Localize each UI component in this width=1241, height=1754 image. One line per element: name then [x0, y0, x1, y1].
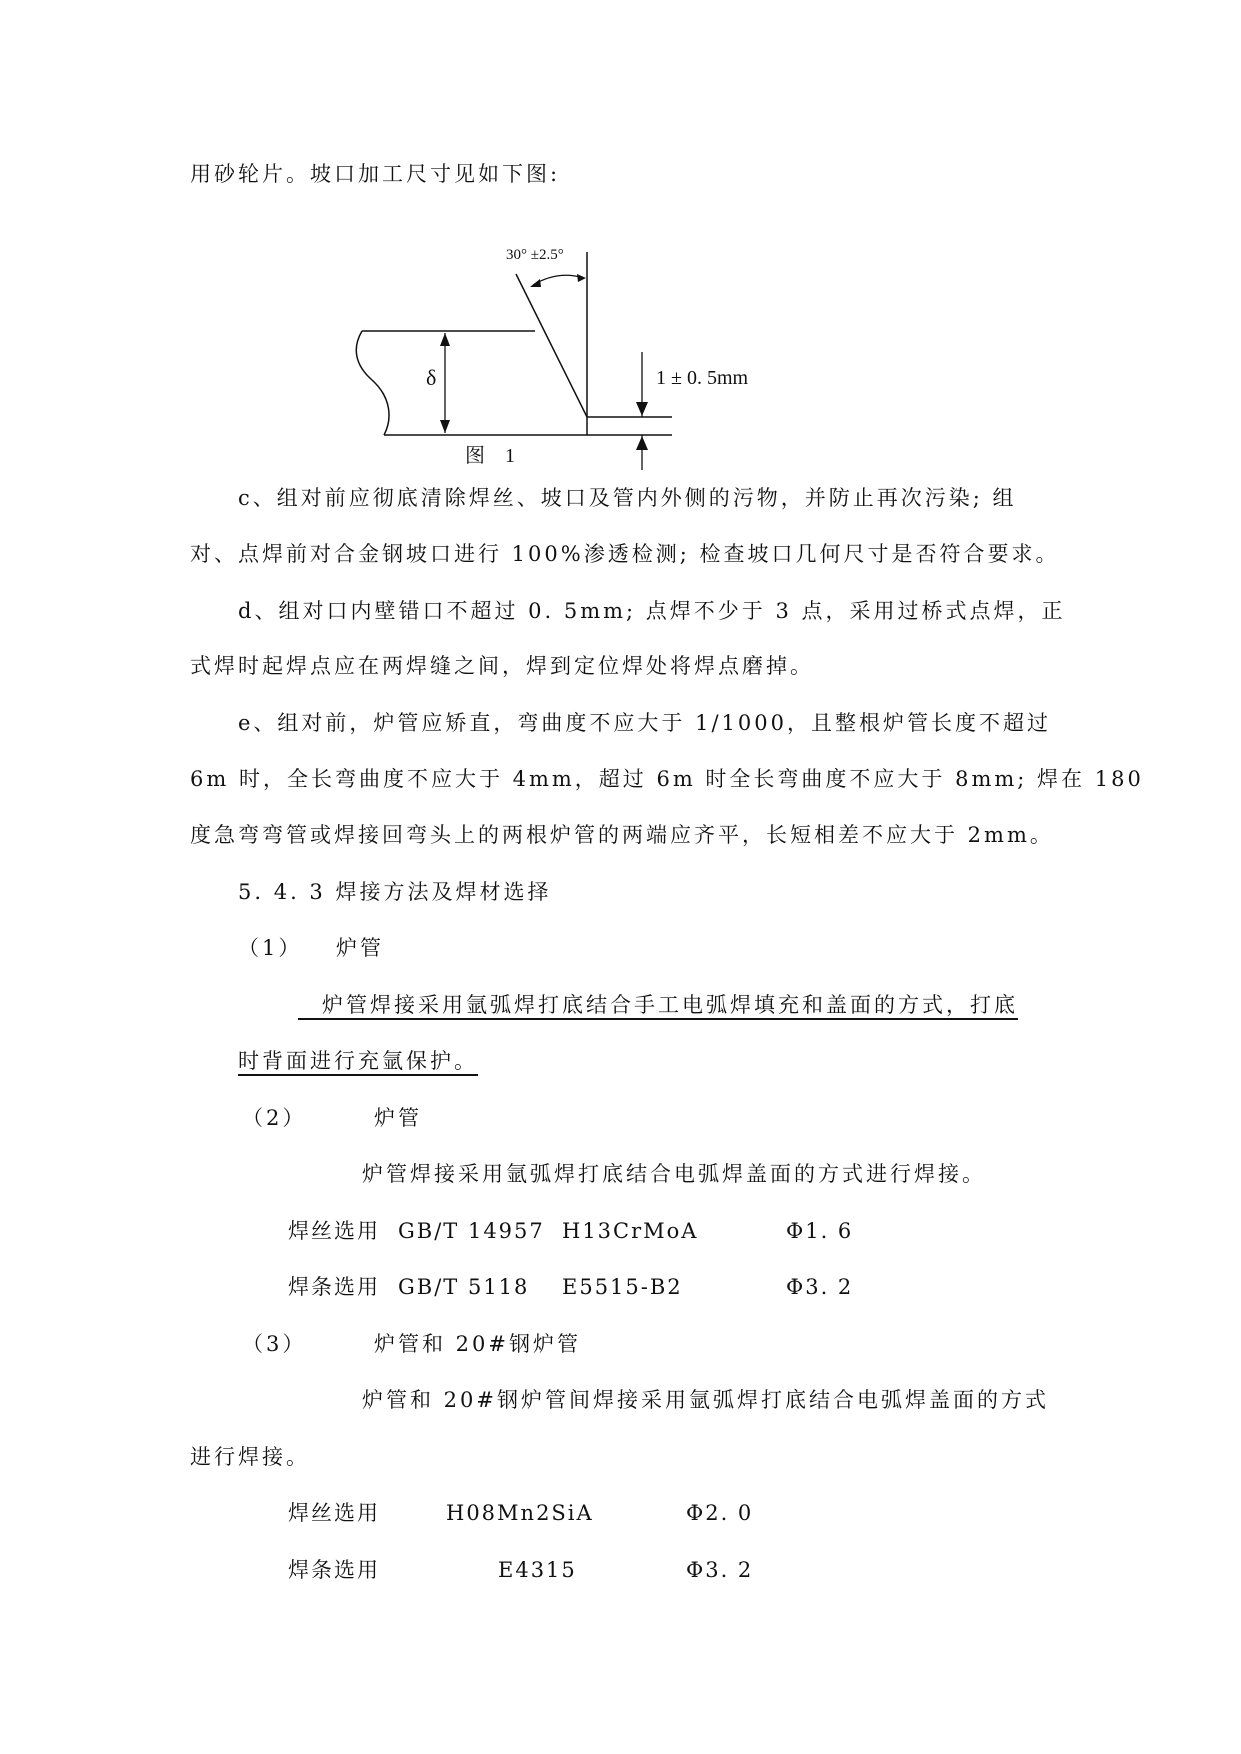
item2-row2-name: 焊条选用 — [288, 1275, 380, 1299]
thickness-arrow-top — [440, 333, 450, 346]
item3-row2-name: 焊条选用 — [288, 1558, 380, 1582]
item2-desc: 炉管焊接采用氩弧焊打底结合电弧焊盖面的方式进行焊接。 — [362, 1162, 986, 1186]
break-line — [356, 331, 389, 435]
angle-arrowhead-right — [577, 274, 586, 282]
angle-arrowhead — [530, 279, 541, 287]
item3-title: 炉管和 20#钢炉管 — [374, 1332, 581, 1356]
item3-row2-diameter: Φ3. 2 — [686, 1558, 754, 1582]
item2-row1-name: 焊丝选用 — [288, 1219, 380, 1243]
para-d-line1: d、组对口内壁错口不超过 0. 5mm; 点焊不少于 3 点，采用过桥式点焊，正 — [238, 599, 1066, 623]
thickness-arrow-bottom — [440, 420, 450, 433]
item1-line2: 时背面进行充氩保护。 — [238, 1049, 478, 1073]
item2-title: 炉管 — [374, 1106, 422, 1130]
item2-row1-standard: GB/T 14957 — [398, 1219, 545, 1243]
item2-row2-model: E5515-B2 — [562, 1275, 683, 1299]
angle-arc — [533, 275, 584, 285]
item3-row2-model: E4315 — [498, 1558, 577, 1582]
gap-arrow-bottom-head — [636, 436, 648, 450]
item3-line1: 炉管和 20#钢炉管间焊接采用氩弧焊打底结合电弧焊盖面的方式 — [362, 1388, 1049, 1412]
item3-row1-name: 焊丝选用 — [288, 1501, 380, 1525]
item2-row2-standard: GB/T 5118 — [398, 1275, 530, 1299]
item3-row1-diameter: Φ2. 0 — [686, 1501, 754, 1525]
thickness-label: δ — [426, 365, 437, 390]
para-e-line3: 度急弯弯管或焊接回弯头上的两根炉管的两端应齐平，长短相差不应大于 2mm。 — [190, 823, 1054, 847]
gap-arrow-top-head — [636, 402, 648, 416]
para-c-line2: 对、点焊前对合金钢坡口进行 100%渗透检测; 检查坡口几何尺寸是否符合要求。 — [190, 542, 1060, 566]
figure-caption: 图 1 — [465, 445, 515, 467]
intro-text: 用砂轮片。坡口加工尺寸见如下图: — [190, 162, 561, 186]
gap-label: 1 ± 0. 5mm — [656, 367, 749, 389]
bevel-face — [516, 274, 587, 417]
item1-line1: 炉管焊接采用氩弧焊打底结合手工电弧焊填充和盖面的方式，打底 — [298, 993, 1018, 1017]
item1-title: 炉管 — [336, 936, 384, 960]
item2-number: （2） — [242, 1106, 307, 1130]
item2-row2-diameter: Φ3. 2 — [786, 1275, 854, 1299]
item3-row1-model: H08Mn2SiA — [446, 1501, 594, 1525]
para-e-line1: e、组对前，炉管应矫直，弯曲度不应大于 1/1000，且整根炉管长度不超过 — [238, 711, 1051, 735]
item3-line2: 进行焊接。 — [190, 1445, 310, 1469]
bevel-diagram — [0, 230, 1241, 470]
section-title: 5. 4. 3 焊接方法及焊材选择 — [238, 880, 552, 904]
item2-row1-diameter: Φ1. 6 — [786, 1219, 854, 1243]
para-d-line2: 式焊时起焊点应在两焊缝之间，焊到定位焊处将焊点磨掉。 — [190, 654, 814, 678]
item1-number: （1） — [238, 936, 303, 960]
angle-label: 30° ±2.5° — [506, 247, 564, 263]
para-c-line1: c、组对前应彻底清除焊丝、坡口及管内外侧的污物，并防止再次污染; 组 — [238, 486, 1017, 510]
item2-row1-model: H13CrMoA — [562, 1219, 699, 1243]
para-e-line2: 6m 时，全长弯曲度不应大于 4mm，超过 6m 时全长弯曲度不应大于 8mm; 焊在 180 — [190, 767, 1144, 791]
item3-number: （3） — [242, 1332, 307, 1356]
